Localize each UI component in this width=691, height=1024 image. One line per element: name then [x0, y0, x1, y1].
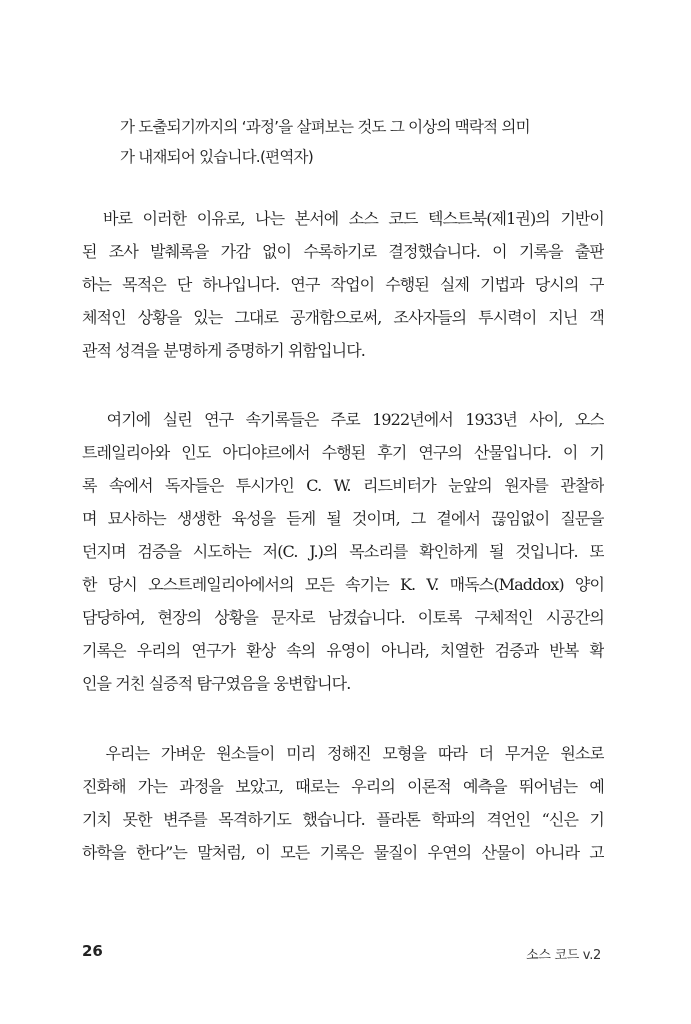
paragraph-line: 인을 거친 실증적 탐구였음을 웅변합니다. — [82, 674, 351, 693]
paragraph-line: 하학을 한다”는 말처럼, 이 모든 기록은 물질이 우연의 산물이 아니라 고 — [82, 843, 604, 862]
paragraph-line: 담당하여, 현장의 상황을 문자로 남겼습니다. 이토록 구체적인 시공간의 — [82, 608, 604, 627]
running-title: 소스 코드 v.2 — [526, 948, 601, 963]
paragraph-line: 우리는 가벼운 원소들이 미리 정해진 모형을 따라 더 무거운 원소로 — [82, 744, 604, 763]
paragraph-line: 하는 목적은 단 하나입니다. 연구 작업이 수행된 실제 기법과 당시의 구 — [82, 275, 604, 294]
paragraph-line: 며 묘사하는 생생한 육성을 듣게 될 것이며, 그 곁에서 끊임없이 질문을 — [82, 509, 604, 528]
editor-note-line: 가 내재되어 있습니다.(편역자) — [120, 148, 313, 166]
editor-note-line: 가 도출되기까지의 ‘과정’을 살펴보는 것도 그 이상의 맥락적 의미 — [120, 118, 530, 136]
page-number: 26 — [82, 942, 103, 960]
paragraph-line: 한 당시 오스트레일리아에서의 모든 속기는 K. V. 매독스(Maddox) 양이 — [82, 575, 604, 594]
body-paragraph-1 — [82, 202, 604, 367]
paragraph-line: 기록은 우리의 연구가 환상 속의 유영이 아니라, 치열한 검증과 반복 확 — [82, 641, 604, 660]
paragraph-line: 체적인 상황을 있는 그대로 공개함으로써, 조사자들의 투시력이 지닌 객 — [82, 308, 604, 327]
paragraph-line: 던지며 검증을 시도하는 저(C. J.)의 목소리를 확인하게 될 것입니다. 또 — [82, 542, 604, 561]
paragraph-line: 바로 이러한 이유로, 나는 본서에 소스 코드 텍스트북(제1권)의 기반이 — [82, 209, 604, 228]
paragraph-line: 진화해 가는 과정을 보았고, 때로는 우리의 이론적 예측을 뛰어넘는 예 — [82, 777, 604, 796]
body-paragraph-3 — [82, 737, 604, 869]
editor-note — [120, 112, 600, 172]
paragraph-line: 록 속에서 독자들은 투시가인 C. W. 리드비터가 눈앞의 원자를 관찰하 — [82, 476, 604, 495]
body-paragraph-2 — [82, 403, 604, 700]
paragraph-line: 된 조사 발췌록을 가감 없이 수록하기로 결정했습니다. 이 기록을 출판 — [82, 242, 604, 261]
paragraph-line: 트레일리아와 인도 아디야르에서 수행된 후기 연구의 산물입니다. 이 기 — [82, 443, 604, 462]
paragraph-line: 관적 성격을 분명하게 증명하기 위함입니다. — [82, 341, 365, 360]
paragraph-line: 여기에 실린 연구 속기록들은 주로 1922년에서 1933년 사이, 오스 — [82, 410, 604, 429]
paragraph-line: 기치 못한 변주를 목격하기도 했습니다. 플라톤 학파의 격언인 “신은 기 — [82, 810, 604, 829]
